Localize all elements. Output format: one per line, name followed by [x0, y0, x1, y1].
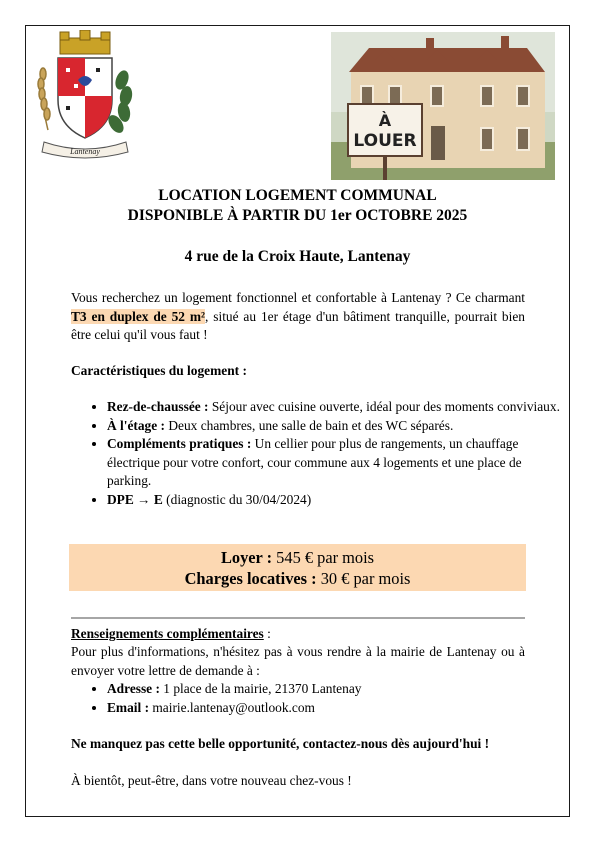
list-item — [107, 417, 561, 436]
intro-text-after: , situé au 1er étage d'un bâtiment tranquille, pourrait bien être celui qu'il vous faut ! — [71, 308, 525, 342]
contact-heading-text: Renseignements complémentaires — [71, 626, 264, 641]
list-item — [107, 680, 561, 699]
charges-value: 30 € par mois — [316, 569, 411, 588]
feature-label: À l'étage : — [107, 417, 166, 433]
contact-heading-suffix: : — [263, 626, 271, 641]
intro-paragraph — [71, 289, 525, 345]
section-divider — [71, 617, 525, 619]
contact-email[interactable]: mairie.lantenay@outlook.com — [149, 699, 315, 715]
list-item — [107, 398, 561, 417]
title-line2: DISPONIBLE À PARTIR DU 1er OCTOBRE 2025 — [127, 207, 468, 224]
list-item — [107, 699, 561, 718]
house-for-rent-image — [331, 32, 555, 180]
rent-label: Loyer : — [220, 548, 273, 567]
sign-text-line1: À — [378, 111, 392, 130]
intro-text-before: Vous recherchez un logement fonctionnel et confortable à Lantenay ? Ce charmant — [71, 290, 525, 305]
features-list — [71, 398, 561, 509]
contact-label: Email : — [107, 699, 150, 715]
property-address: 4 rue de la Croix Haute, Lantenay — [184, 248, 411, 265]
sign-text-line2: LOUER — [353, 131, 417, 151]
title-line1: LOCATION LOGEMENT COMMUNAL — [158, 187, 437, 204]
contact-address: 1 place de la mairie, 21370 Lantenay — [159, 681, 362, 696]
contact-label: Adresse : — [107, 681, 160, 696]
lantenay-crest-logo — [30, 30, 140, 160]
feature-text: Deux chambres, une salle de bain et des WC séparés. — [165, 417, 454, 433]
feature-label: Compléments pratiques : — [107, 436, 252, 451]
crest-banner-text: Lantenay — [70, 147, 100, 156]
list-item — [107, 435, 561, 491]
charges-label: Charges locatives : — [184, 569, 317, 588]
contact-list — [71, 680, 561, 717]
list-item — [107, 491, 561, 510]
features-heading: Caractéristiques du logement : — [71, 363, 247, 378]
rent-value: 545 € par mois — [272, 548, 375, 567]
rent-line — [69, 547, 526, 568]
feature-label: DPE → E — [107, 491, 163, 507]
feature-text: Séjour avec cuisine ouverte, idéal pour des moments conviviaux. — [208, 399, 560, 414]
intro-highlight: T3 en duplex de 52 m² — [71, 308, 206, 324]
rent-box — [69, 544, 526, 591]
feature-label: Rez-de-chaussée : — [107, 399, 209, 414]
closing-bold: Ne manquez pas cette belle opportunité, contactez-nous dès aujourd'hui ! — [71, 736, 490, 751]
feature-text: (diagnostic du 30/04/2024) — [162, 491, 312, 507]
closing-normal: À bientôt, peut-être, dans votre nouveau chez-vous ! — [71, 773, 352, 788]
contact-heading — [71, 625, 525, 644]
feature-text: Un cellier pour plus de rangements, un chauffage électrique pour votre confort, cour commune aux 4 logements et une place de parking. — [107, 436, 522, 488]
contact-text: Pour plus d'informations, n'hésitez pas à vous rendre à la mairie de Lantenay ou à envoyer votre lettre de demande à : — [71, 644, 525, 678]
charges-line — [69, 568, 526, 589]
